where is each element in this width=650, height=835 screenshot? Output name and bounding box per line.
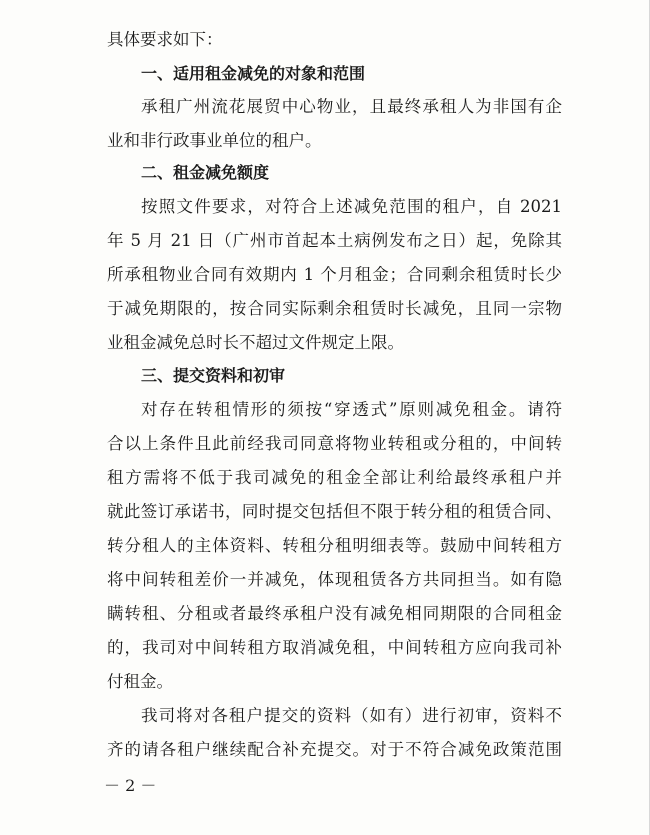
section-3-p1-line-2: 合以上条件且此前经我司同意将物业转租或分租的，中间转 — [107, 434, 562, 453]
section-2-line-1: 按照文件要求，对符合上述减免范围的租户，自 2021 — [141, 197, 562, 216]
section-1-line-1: 承租广州流花展贸中心物业，且最终承租人为非国有企 — [141, 97, 562, 116]
section-1-line-2: 业和非行政事业单位的租户。 — [107, 131, 322, 150]
section-3-p2-line-1: 我司将对各租户提交的资料（如有）进行初审，资料不 — [141, 706, 562, 725]
section-3-p1-line-1: 对存在转租情形的须按“穿透式”原则减免租金。请符 — [141, 400, 562, 419]
intro-text: 具体要求如下： — [107, 30, 223, 49]
section-2-line-3: 所承租物业合同有效期内 1 个月租金；合同剩余租赁时长少 — [107, 265, 562, 284]
section-2-line-2: 年 5 月 21 日（广州市首起本土病例发布之日）起，免除其 — [107, 231, 562, 250]
section-3-p1-line-5: 转分租人的主体资料、转租分租明细表等。鼓励中间转租方 — [107, 536, 562, 555]
section-1-heading: 一、适用租金减免的对象和范围 — [141, 64, 366, 83]
section-3-p1-line-8: 的，我司对中间转租方取消减免租，中间转租方应向我司补 — [107, 638, 562, 657]
section-3-p2-line-2: 齐的请各租户继续配合补充提交。对于不符合减免政策范围 — [107, 740, 562, 759]
section-3-p1-line-7: 瞒转租、分租或者最终承租户没有减免相同期限的合同租金 — [107, 604, 562, 623]
section-3-p1-line-6: 将中间转租差价一并减免，体现租赁各方共同担当。如有隐 — [107, 570, 562, 589]
section-2-line-5: 业租金减免总时长不超过文件规定上限。 — [107, 333, 404, 352]
section-3-heading: 三、提交资料和初审 — [141, 366, 286, 385]
section-3-p1-line-3: 租方需将不低于我司减免的租金全部让利给最终承租户并 — [107, 468, 562, 487]
section-3-p1-line-9: 付租金。 — [107, 672, 173, 691]
section-2-line-4: 于减免期限的，按合同实际剩余租赁时长减免，且同一宗物 — [107, 299, 562, 318]
section-2-heading: 二、租金减免额度 — [141, 163, 270, 182]
page-number: － 2 － — [104, 776, 157, 795]
section-3-p1-line-4: 就此签订承诺书，同时提交包括但不限于转分租的租赁合同、 — [107, 502, 562, 521]
